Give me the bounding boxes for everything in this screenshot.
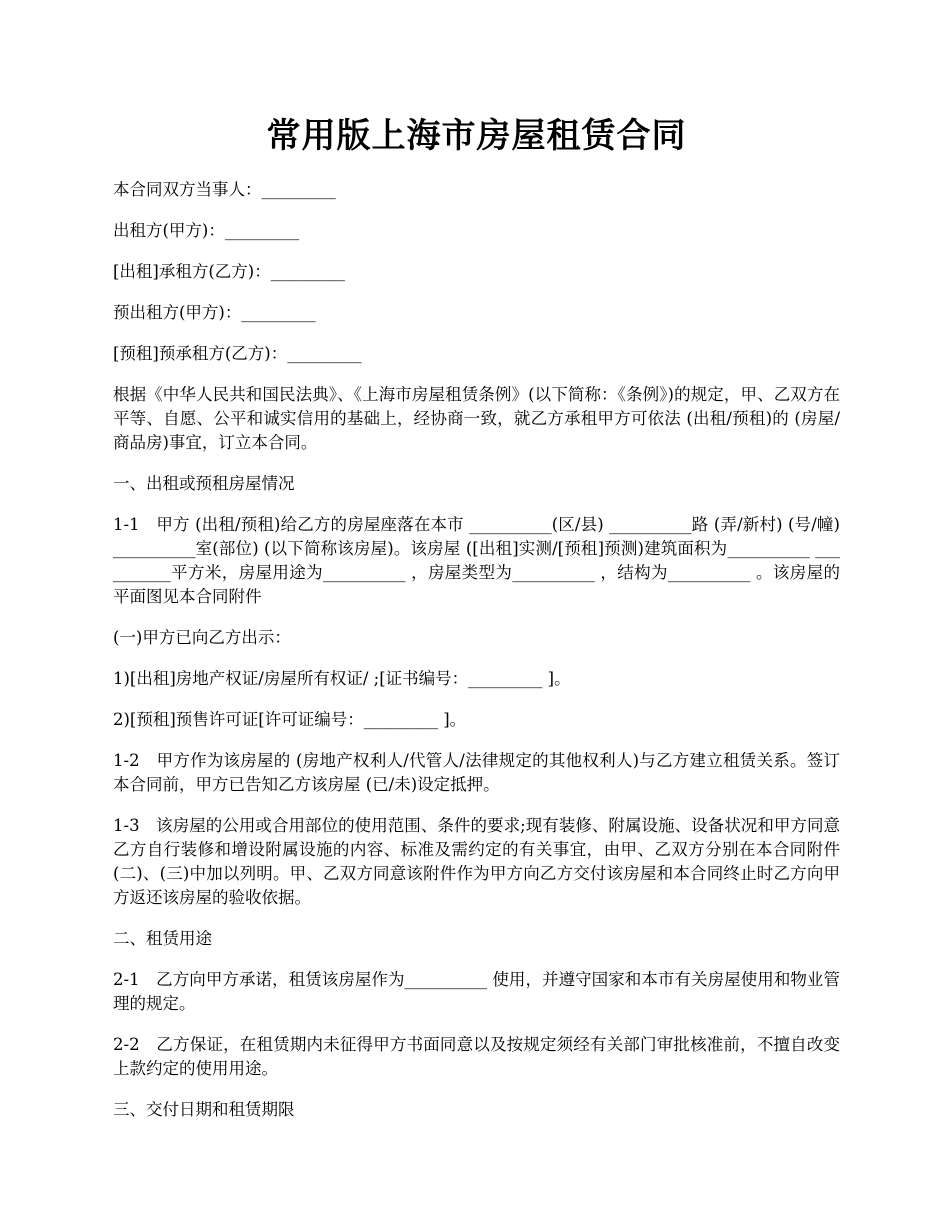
clause-1-1: 1-1 甲方 (出租/预租)给乙方的房屋座落在本市 __________(区/县) __________路 (弄/新村) (号/幢) __________室(部位) (以下简称该房屋)。该房屋 ([出租]实测/[预租]预测)建筑面积为__________ __________平方米，房屋用途为__________ ，房屋类型为__________ ，结构为__________ 。该房屋的平面图见本合同附件	[113, 515, 840, 606]
item-presale-permit: 2)[预租]预售许可证[许可证编号：_________ ]。	[113, 710, 467, 729]
clause-2-1: 2-1 乙方向甲方承诺，租赁该房屋作为__________ 使用，并遵守国家和本市有关房屋使用和物业管理的规定。	[113, 970, 840, 1013]
pre-lessor-line: 预出租方(甲方)：_________	[113, 303, 316, 322]
clause-1-3: 1-3 该房屋的公用或合用部位的使用范围、条件的要求;现有装修、附属设施、设备状况和甲方同意乙方自行装修和增设附属设施的内容、标准及需约定的有关事宜，由甲、乙双方分别在本合同附件(二)、(三)中加以列明。甲、乙双方同意该附件作为甲方向乙方交付该房屋和本合同终止时乙方向甲方返还该房屋的验收依据。	[113, 816, 840, 907]
preamble-paragraph: 根据《中华人民共和国民法典》、《上海市房屋租赁条例》(以下简称：《条例》)的规定，甲、乙双方在平等、自愿、公平和诚实信用的基础上，经协商一致，就乙方承租甲方可依法 (出租/预租)的 (房屋/商品房)事宜，订立本合同。	[113, 385, 840, 452]
lessee-line: [出租]承租方(乙方)：_________	[113, 262, 345, 281]
document-title: 常用版上海市房屋租赁合同	[266, 116, 687, 156]
pre-lessee-line: [预租]预承租方(乙方)：_________	[113, 344, 362, 363]
clause-2-2: 2-2 乙方保证，在租赁期内未征得甲方书面同意以及按规定须经有关部门审批核准前，不擅自改变上款约定的使用用途。	[113, 1035, 840, 1078]
lessor-line: 出租方(甲方)：_________	[113, 221, 300, 240]
clause-1-2: 1-2 甲方作为该房屋的 (房地产权利人/代管人/法律规定的其他权利人)与乙方建立租赁关系。签订本合同前，甲方已告知乙方该房屋 (已/未)设定抵押。	[113, 751, 840, 794]
parties-intro: 本合同双方当事人：_________	[113, 180, 336, 199]
section-heading-3: 三、交付日期和租赁期限	[113, 1100, 295, 1119]
section-heading-1: 一、出租或预租房屋情况	[113, 474, 295, 493]
document-page	[113, 110, 840, 1139]
item-property-certificate: 1)[出租]房地产权证/房屋所有权证/ ;[证书编号：_________ ]。	[113, 669, 571, 688]
subheading-shown-documents: (一)甲方已向乙方出示：	[113, 628, 291, 647]
section-heading-2: 二、租赁用途	[113, 929, 212, 948]
